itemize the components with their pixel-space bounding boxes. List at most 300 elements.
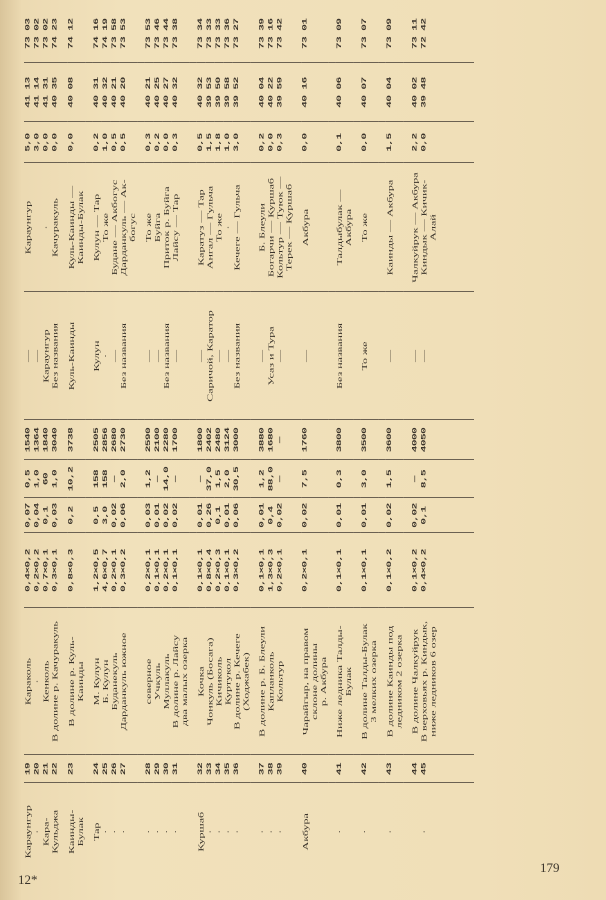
distance-cell: 0,2 [258,122,267,163]
area-cell: 0,06 [233,498,251,533]
spacer-cell [294,783,301,880]
area-cell: 0,02 [386,498,404,533]
elevation-cell: 3124 [224,420,233,460]
table-row [361,5,379,880]
area-cell: 0,1 [215,498,224,533]
row-number-cell: 42 [361,755,379,783]
spacer-cell [251,498,258,533]
spacer-cell [353,163,360,292]
basin-cell: Куршаб [196,811,206,852]
longitude-cell: 74 12 [67,5,85,63]
lake-name-cell: Кольтур [276,608,294,755]
spacer-cell [438,755,474,783]
basin-cell: · [360,829,369,834]
spacer-cell [438,63,474,122]
table-row [163,5,172,880]
row-number-cell: 36 [233,755,251,783]
spacer-cell [379,755,386,783]
area-cell: 0,02 [110,498,119,533]
longitude-cell: 73 33 [215,5,224,63]
distance-cell: 3,0 [233,122,251,163]
size-cell: 0,1×0,1 [154,533,163,608]
inflow-river-cell: — [411,292,420,420]
spacer-cell [85,163,92,292]
inflow-river-cell: Без названия [163,292,172,420]
inflow-river-cell: — [215,292,224,420]
size-cell: 0,2×0,2 [33,533,42,608]
distance-cell: 0,0 [301,122,328,163]
spacer-cell [438,608,474,755]
lake-name-cell: М. Кулун [92,608,101,755]
inflow-river-cell: Караунгур [42,292,51,420]
basin-cell: · [33,829,42,834]
spacer-cell [379,163,386,292]
longitude-cell: 73 53 [119,5,137,63]
inflow-river-cell: — [197,292,206,420]
size-cell: 1,2×0,5 [92,533,101,608]
inflow-river-cell: — [110,292,119,420]
lake-name-cell: В долине р. Кечеге (Ходжабек) [233,608,251,755]
distance-cell: 0,0 [361,122,379,163]
spacer-cell [190,755,197,783]
distance-cell: 0,1 [335,122,353,163]
inflow-river-cell: Без названия [233,292,251,420]
spacer-cell [85,460,92,498]
length-cell: 3,0 [361,460,379,498]
basin-cell: · [420,829,429,834]
area-cell: 0,01 [154,498,163,533]
area-cell: 0,2 [67,498,85,533]
table-row [276,5,294,880]
longitude-cell: 74 23 [51,5,60,63]
outflow-river-cell: Качуракуль [51,163,60,292]
spacer-cell [85,755,92,783]
spacer-cell [328,755,335,783]
spacer-cell [438,498,474,533]
distance-cell: 0,5 [197,122,206,163]
spacer-cell [379,533,386,608]
inflow-river-cell: — [24,292,33,420]
longitude-cell: 73 27 [233,5,251,63]
elevation-cell: 3738 [67,420,85,460]
row-number-cell: 29 [154,755,163,783]
size-cell: 0,2×0,1 [110,533,119,608]
lake-name-cell: Кичиколь [215,608,224,755]
area-cell: 0,01 [197,498,206,533]
row-number-cell: 37 [258,755,267,783]
spacer-cell [328,533,335,608]
elevation-cell: 2402 [206,420,215,460]
distance-cell: 5,0 [24,122,33,163]
spacer-cell [85,5,92,63]
spacer-cell [294,292,301,420]
area-cell: 3,0 [101,498,110,533]
size-cell: 4,6×0,7 [101,533,110,608]
lake-name-cell: В долине р. Качуракуль [51,608,60,755]
elevation-cell: 2480 [215,420,224,460]
basin-cell [411,783,420,880]
elevation-cell: 1840 [42,420,51,460]
inflow-river-cell: — [301,292,328,420]
longitude-cell: 73 44 [163,5,172,63]
elevation-cell: 3040 [51,420,60,460]
spacer-cell [60,755,67,783]
basin-cell: · [214,829,224,834]
spacer-cell [404,163,411,292]
spacer-cell [251,5,258,63]
basin-cell: Кульджа [51,809,60,854]
outflow-river-cell: Будане — Акбогус [110,163,119,292]
length-cell: — [276,460,294,498]
spacer-cell [328,122,335,163]
length-cell: 0,3 [335,460,353,498]
spacer-cell [438,292,474,420]
spacer-cell [328,292,335,420]
length-cell: 8,5 [420,460,438,498]
spacer-cell [379,498,386,533]
size-cell: 1,3×0,3 [267,533,276,608]
length-cell: 10,2 [67,460,85,498]
lake-name-cell: Кенколь [42,608,51,755]
area-cell: 0,01 [361,498,379,533]
outflow-river-cell: Лайсу — Тар [172,163,190,292]
distance-cell: 0,3 [276,122,294,163]
distance-cell: 1,8 [215,122,224,163]
row-number-cell: 38 [267,755,276,783]
size-cell: 0,1×0,2 [386,533,404,608]
basin-cell: Тар [92,822,101,841]
group-spacer [85,5,92,880]
distance-cell: 0,0 [267,122,276,163]
row-number-cell: 28 [145,755,154,783]
inflow-river-cell: — [154,292,163,420]
basin-cell: · [110,829,119,834]
spacer-cell [251,420,258,460]
spacer-cell [404,755,411,783]
longitude-cell: 73 03 [24,5,33,63]
lake-name-cell: Буданекуль [110,608,119,755]
row-number-cell: 24 [92,755,101,783]
spacer-cell [190,420,197,460]
row-number-cell: 25 [101,755,110,783]
basin-cell: Каинды- Булак [67,809,85,854]
lake-name-cell: В долине Чалкуйрук [411,608,420,755]
longitude-cell: 73 39 [258,5,267,63]
spacer-cell [353,498,360,533]
latitude-cell: 40 32 [172,63,190,122]
latitude-cell: 41 14 [33,63,42,122]
size-cell: 0,2×0,3 [215,533,224,608]
outflow-river-cell: Киндык — Кичик- Алай [420,163,438,292]
length-cell: 1,0 [33,460,42,498]
spacer-cell [85,608,92,755]
elevation-cell: 4050 [420,420,438,460]
outflow-river-cell: Приток р. Буйга [163,163,172,292]
table-row [411,5,420,880]
longitude-cell: 73 53 [145,5,154,63]
row-number-cell: 41 [335,755,353,783]
basin-cell: · [171,829,180,834]
size-cell: 0,1×0,1 [197,533,206,608]
length-cell: 37,0 [206,460,215,498]
longitude-cell: 74 19 [101,5,110,63]
inflow-river-cell: — [276,292,294,420]
spacer-cell [60,783,67,880]
longitude-cell: 73 11 [411,5,420,63]
group-spacer [190,5,197,880]
distance-cell: 1,0 [224,122,233,163]
area-cell: 0,02 [172,498,190,533]
spacer-cell [137,63,144,122]
length-cell: — [411,460,420,498]
distance-cell: 0,5 [110,122,119,163]
basin-cell: · [153,829,162,834]
size-cell: 0,1×0,2 [411,533,420,608]
longitude-cell: 73 33 [206,5,215,63]
inflow-river-cell: — [172,292,190,420]
length-cell: 1,0 [51,460,60,498]
spacer-cell [137,292,144,420]
elevation-cell: 2730 [119,420,137,460]
outflow-river-cell: Кечеге — Гульча [233,163,251,292]
row-number-cell: 20 [33,755,42,783]
latitude-cell: 41 13 [24,63,33,122]
spacer-cell [190,460,197,498]
latitude-cell: 39 50 [215,63,224,122]
latitude-cell: 40 06 [335,63,353,122]
outflow-river-cell: Кулун — Тар [92,163,101,292]
spacer-cell [190,163,197,292]
row-number-cell: 44 [411,755,420,783]
spacer-cell [294,608,301,755]
latitude-cell: 39 53 [206,63,215,122]
size-cell: 0,4×0,2 [24,533,33,608]
area-cell: 0,5 [92,498,101,533]
lake-name-cell: В долине Каинды под ледником 2 озерка [386,608,404,755]
spacer-cell [438,783,474,880]
table-row [101,5,110,880]
spacer-cell [60,608,67,755]
page-number-right: 179 [540,860,560,875]
outflow-river-cell: То же [101,163,110,292]
length-cell: 88,0 [267,460,276,498]
area-cell: 0,03 [51,498,60,533]
size-cell: 0,1×0,1 [335,533,353,608]
lake-name-cell: · [33,608,42,755]
elevation-cell: 2100 [154,420,163,460]
row-number-cell: 34 [215,755,224,783]
table-row [233,5,251,880]
table-row [335,5,353,880]
basin-cell: Акбура [301,813,310,851]
spacer-cell [404,498,411,533]
area-cell: 0,02 [411,498,420,533]
spacer-cell [137,755,144,783]
latitude-cell: 41 31 [42,63,51,122]
longitude-cell: 73 02 [33,5,42,63]
inflow-river-cell: — [420,292,438,420]
inflow-river-cell: Без названия [119,292,137,420]
table-row [119,5,137,880]
elevation-cell: 4000 [411,420,420,460]
row-number-cell: 31 [172,755,190,783]
lake-name-cell: Капланколь [267,608,276,755]
longitude-cell: 73 46 [154,5,163,63]
distance-cell: 1,5 [206,122,215,163]
spacer-cell [190,122,197,163]
table-row [215,5,224,880]
spacer-cell [404,5,411,63]
spacer-cell [379,122,386,163]
size-cell: 0,3×0,2 [233,533,251,608]
distance-cell: 3,0 [33,122,42,163]
inflow-river-cell: То же [361,292,379,420]
outflow-river-cell: Дарданкуль — Ак- богус [119,163,137,292]
spacer-cell [438,420,474,460]
area-cell: 0,02 [163,498,172,533]
longitude-cell: 73 42 [276,5,294,63]
lake-name-cell: Караколь [24,608,33,755]
table-row [386,5,404,880]
basin-cell: · [205,829,215,834]
distance-cell: 0,0 [163,122,172,163]
spacer-cell [251,533,258,608]
inflow-river-cell: · [101,292,110,420]
longitude-cell: 72 42 [420,5,438,63]
distance-cell: 0,0 [42,122,51,163]
group-spacer [137,5,144,880]
distance-cell: 0,3 [145,122,154,163]
spacer-cell [404,292,411,420]
spacer-cell [379,460,386,498]
length-cell: — [197,460,206,498]
spacer-cell [60,420,67,460]
spacer-cell [353,533,360,608]
basin-cell: · [276,829,285,834]
spacer-cell [190,63,197,122]
page-number-left: 12* [18,872,38,887]
inflow-river-cell: — [386,292,404,420]
spacer-cell [353,783,360,880]
area-cell: 0,01 [258,498,267,533]
spacer-cell [328,420,335,460]
spacer-cell [251,163,258,292]
basin-cell: · [223,829,233,834]
latitude-cell: 39 48 [420,63,438,122]
spacer-cell [251,122,258,163]
spacer-cell [251,608,258,755]
spacer-cell [85,63,92,122]
table-row [267,5,276,880]
elevation-cell: 2856 [101,420,110,460]
length-cell: 158 [92,460,101,498]
area-cell: 0,03 [145,498,154,533]
spacer-cell [190,498,197,533]
table-row [145,5,154,880]
longitude-cell: 73 34 [197,5,206,63]
spacer-cell [294,122,301,163]
elevation-cell: 3800 [335,420,353,460]
spacer-cell [60,63,67,122]
size-cell: 0,7×0,1 [42,533,51,608]
outflow-river-cell: Чалкуйрук — Акбура [411,163,420,292]
spacer-cell [353,5,360,63]
lakes-table [24,5,474,880]
lake-name-cell: Муллакуль [163,608,172,755]
length-cell: 2,0 [119,460,137,498]
size-cell: 0,8×0,3 [67,533,85,608]
row-number-cell: 23 [67,755,85,783]
outflow-river-cell: То же [361,163,379,292]
length-cell: 30,5 [233,460,251,498]
outflow-river-cell: Буйга [154,163,163,292]
longitude-cell: 74 16 [92,5,101,63]
elevation-cell: 2680 [110,420,119,460]
elevation-cell: 1760 [301,420,328,460]
elevation-cell: — [276,420,294,460]
inflow-river-cell: Без названия [51,292,60,420]
spacer-cell [137,5,144,63]
basin-cell: · [335,829,344,834]
area-cell: 0,02 [276,498,294,533]
spacer-cell [353,292,360,420]
longitude-cell: 73 38 [172,5,190,63]
length-cell: — [172,460,190,498]
latitude-cell: 40 04 [258,63,267,122]
outflow-river-cell: Богарчи — Куршаб [267,163,276,292]
basin-cell: · [232,829,242,834]
table-row [33,5,42,880]
lake-name-cell: Б. Кулун [101,608,110,755]
spacer-cell [60,460,67,498]
spacer-cell [438,163,474,292]
latitude-cell: 40 02 [411,63,420,122]
size-cell: 0,2×0,1 [163,533,172,608]
elevation-cell: 1700 [172,420,190,460]
spacer-cell [438,122,474,163]
table-row [206,5,215,880]
spacer-cell [353,122,360,163]
table-row [258,5,267,880]
inflow-river-cell: — [33,292,42,420]
spacer-cell [294,163,301,292]
row-number-cell: 39 [276,755,294,783]
group-spacer [294,5,301,880]
basin-cell: Караунгур [24,805,33,859]
elevation-cell: 2590 [145,420,154,460]
length-cell: 1,5 [386,460,404,498]
row-number-cell: 30 [163,755,172,783]
elevation-cell: 3000 [233,420,251,460]
elevation-cell: 3880 [258,420,267,460]
latitude-cell: 40 32 [101,63,110,122]
outflow-river-cell: Б. Блеули [258,163,267,292]
distance-cell: 0,5 [119,122,137,163]
latitude-cell: 40 20 [119,63,137,122]
size-cell: 0,1×0,1 [224,533,233,608]
latitude-cell: 39 52 [233,63,251,122]
spacer-cell [60,163,67,292]
lake-name-cell: В долине р. Б. Блеули [258,608,267,755]
table-row [172,5,190,880]
inflow-river-cell: Без названия [335,292,353,420]
basin-cell: · [385,829,395,834]
lake-name-cell: Дарданкуль южное [119,608,137,755]
size-cell: 0,3×0,2 [119,533,137,608]
longitude-cell: 73 58 [110,5,119,63]
spacer-cell [328,498,335,533]
spacer-cell [328,783,335,880]
